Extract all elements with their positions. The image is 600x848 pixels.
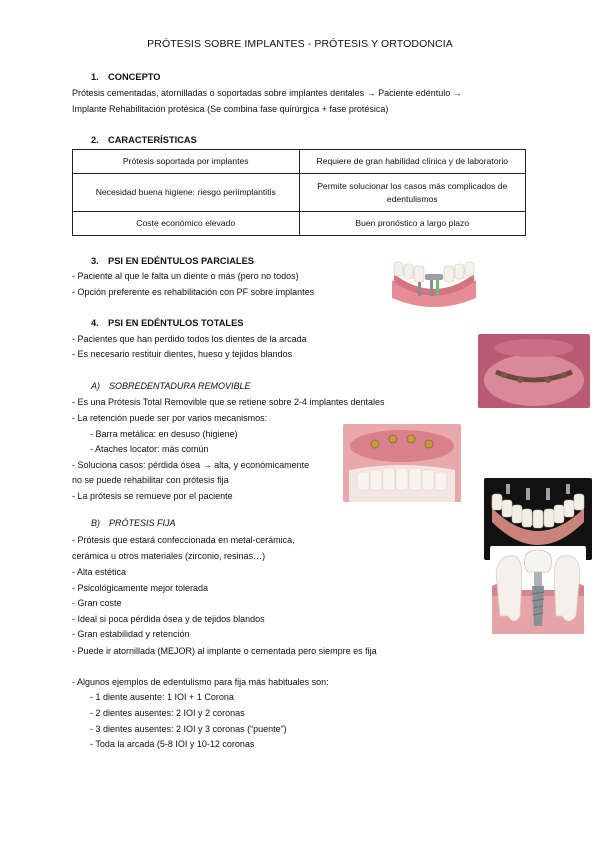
- example-bullet-4: - Toda la arcada (5-8 IOI y 10-12 coronas: [90, 739, 255, 749]
- table-cell: Buen pronóstico a largo plazo: [299, 212, 526, 236]
- section-parciales-heading: [91, 256, 254, 266]
- fija-line-6: - Ideal si poca pérdida ósea y de tejidos blandos: [72, 614, 265, 624]
- fija-line-3: - Alta estética: [72, 567, 127, 577]
- parciales-line-1: - Paciente al que le falta un diente o más (pero no todos): [72, 271, 299, 281]
- totales-line-2: - Es necesario restituir dientes, hueso y tejidos blandos: [72, 349, 293, 359]
- example-bullet-2: - 2 dientes ausentes: 2 IOI y 2 coronas: [90, 708, 245, 718]
- section-totales-heading: [91, 318, 244, 328]
- subsection-a-heading: [91, 381, 251, 391]
- table-row: [73, 150, 526, 174]
- table-cell: Coste económico elevado: [73, 212, 300, 236]
- fija-line-5: - Gran coste: [72, 598, 122, 608]
- sobredentadura-line-3: - Soluciona casos: pérdida ósea → alta, y económicamente: [72, 460, 310, 470]
- section-number: 1.: [91, 72, 99, 82]
- parciales-line-2: - Opción preferente es rehabilitación con PF sobre implantes: [72, 287, 315, 297]
- subsection-number: A): [91, 381, 100, 391]
- section-concepto-heading: [91, 72, 161, 82]
- section-title: PSI EN EDÉNTULOS TOTALES: [108, 318, 244, 328]
- fija-line-4: - Psicológicamente mejor tolerada: [72, 583, 209, 593]
- table-row: [73, 212, 526, 236]
- single-implant-crown-image: [490, 546, 586, 634]
- section-title: CONCEPTO: [108, 72, 161, 82]
- subsection-title: PRÓTESIS FIJA: [109, 518, 176, 528]
- page-title: PRÓTESIS SOBRE IMPLANTES - PRÓTESIS Y ORTODONCIA: [147, 38, 453, 50]
- table-cell: Permite solucionar los casos más complicados de edentulismos: [299, 174, 526, 212]
- section-number: 2.: [91, 135, 99, 145]
- section-caracteristicas-heading: [91, 135, 197, 145]
- fija-line-8: - Puede ir atornillada (MEJOR) al implante o cementada pero siempre es fija: [72, 646, 377, 656]
- totales-line-1: - Pacientes que han perdido todos los dientes de la arcada: [72, 334, 307, 344]
- table-cell: Necesidad buena higiene: riesgo periimplantitis: [73, 174, 300, 212]
- section-title: CARACTERÍSTICAS: [108, 135, 197, 145]
- implant-bar-mouth-image: [478, 334, 590, 408]
- concepto-line-1: Prótesis cementadas, atornilladas o soportadas sobre implantes dentales → Paciente edéntulo →: [72, 88, 462, 98]
- table-cell: Prótesis soportada por implantes: [73, 150, 300, 174]
- subsection-number: B): [91, 518, 100, 528]
- fija-line-1: - Prótesis que estará confeccionada en metal-cerámica,: [72, 535, 295, 545]
- characteristics-table: [72, 149, 526, 236]
- example-bullet-3: - 3 dientes ausentes: 2 IOI y 3 coronas (“puente”): [90, 724, 287, 734]
- sobredentadura-line-4: no se puede rehabilitar con prótesis fija: [72, 475, 229, 485]
- sobredentadura-line-1: - Es una Prótesis Total Removible que se retiene sobre 2-4 implantes dentales: [72, 397, 385, 407]
- partial-bridge-image: [388, 254, 480, 312]
- table-cell: Requiere de gran habilidad clínica y de laboratorio: [299, 150, 526, 174]
- sobredentadura-bullet-1: - Barra metálica: en desuso (higiene): [90, 429, 238, 439]
- sobredentadura-bullet-2: - Ataches locator: más común: [90, 444, 209, 454]
- subsection-title: SOBREDENTADURA REMOVIBLE: [109, 381, 251, 391]
- fija-line-2: cerámica u otros materiales (zirconio, resinas…): [72, 551, 266, 561]
- fija-line-7: - Gran estabilidad y retención: [72, 629, 190, 639]
- subsection-b-heading: [91, 518, 176, 528]
- section-title: PSI EN EDÉNTULOS PARCIALES: [108, 256, 255, 266]
- fija-line-9: - Algunos ejemplos de edentulismo para fija más habituales son:: [72, 677, 329, 687]
- section-number: 4.: [91, 318, 99, 328]
- locator-attachments-image: [343, 424, 461, 502]
- sobredentadura-line-2: - La retención puede ser por varios mecanismos:: [72, 413, 268, 423]
- sobredentadura-line-5: - La prótesis se remueve por el paciente: [72, 491, 233, 501]
- example-bullet-1: - 1 diente ausente: 1 IOI + 1 Corona: [90, 692, 234, 702]
- section-number: 3.: [91, 256, 99, 266]
- concepto-line-2: Implante Rehabilitación protésica (Se combina fase quirúrgica + fase protésica): [72, 104, 389, 114]
- table-row: [73, 174, 526, 212]
